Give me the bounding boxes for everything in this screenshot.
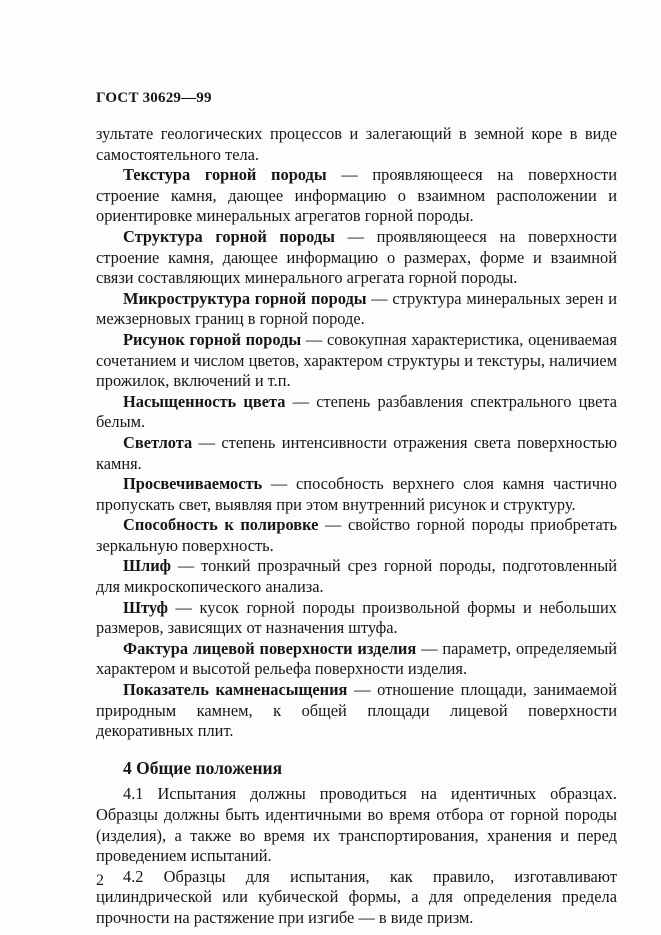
definition-polishability [96, 515, 617, 556]
definition: — свойство горной породы приобретать зеркальную поверхность. [96, 515, 617, 555]
term: Светлота [123, 432, 193, 452]
continuation-paragraph: зультате геологических процессов и залегающий в земной коре в виде самостоятельного тела. [96, 124, 617, 164]
term: Фактура лицевой поверхности изделия [123, 638, 417, 658]
definition-specimen [96, 598, 617, 639]
definition-microstructure [96, 289, 617, 330]
page-header: ГОСТ 30629—99 [96, 90, 212, 106]
definition-pattern [96, 330, 617, 392]
definition-lightness [96, 433, 617, 474]
definition: — структура минеральных зерен и межзерновых границ в горной породе. [96, 288, 617, 329]
definition-translucency [96, 474, 617, 515]
definition-saturation [96, 392, 617, 433]
page-number: 2 [96, 872, 104, 889]
term: Рисунок горной породы [123, 329, 302, 349]
definition-texture [96, 165, 617, 227]
definition: — степень интенсивности отражения света поверхностью камня. [96, 432, 617, 473]
term: Структура горной породы [123, 226, 335, 246]
definition-stone-saturation [96, 680, 617, 742]
definition: — проявляющееся на поверхности строение камня, дающее информацию о размерах, форме и взаимной связи составляющих минерального агрегата горной породы. [96, 226, 617, 288]
definition: — отношение площади, занимаемой природным камнем, к общей площади лицевой поверхности декоративных плит. [96, 680, 617, 741]
term: Микроструктура горной породы [123, 288, 367, 308]
definition: — способность верхнего слоя камня частично пропускать свет, выявляя при этом внутренний рисунок и структуру. [96, 474, 617, 514]
term: Насыщенность цвета [123, 391, 286, 411]
section-heading: 4 Общие положения [123, 757, 283, 778]
definition-structure [96, 227, 617, 289]
definition: — степень разбавления спектрального цвета белым. [96, 391, 617, 432]
term: Текстура горной породы [123, 165, 327, 185]
definition: — проявляющееся на поверхности строение камня, дающее информацию о взаимном расположении и ориентировке минеральных агрегатов горной породы. [96, 165, 617, 226]
term: Показатель камненасыщения [123, 680, 348, 700]
document-body [96, 124, 617, 929]
term: Способность к полировке [123, 515, 319, 535]
definition-surface-texture [96, 639, 617, 680]
clause-4-1: 4.1 Испытания должны проводиться на идентичных образцах. Образцы должны быть идентичными во время отбора от горной породы (изделия), а также во время их транспортирования, хранения и перед проведением испытаний. [96, 784, 617, 866]
clause-4-2: 4.2 Образцы для испытания, как правило, изготавливают цилиндрической или кубической формы, а для определения предела прочности на растяжение при изгибе — в виде призм. [96, 866, 617, 927]
term: Шлиф [123, 556, 171, 576]
term: Штуф [123, 597, 168, 617]
definition: — параметр, определяемый характером и высотой рельефа поверхности изделия. [96, 638, 617, 679]
definition: — совокупная характеристика, оцениваемая сочетанием и числом цветов, характером структуры и текстуры, наличием прожилок, включений и т.п. [96, 329, 617, 391]
definition: — тонкий прозрачный срез горной породы, подготовленный для микроскопического анализа. [96, 556, 617, 597]
term: Просвечиваемость [123, 474, 263, 494]
definition-thin-section [96, 556, 617, 597]
definition: — кусок горной породы произвольной формы и небольших размеров, зависящих от назначения штуфа. [96, 597, 617, 638]
